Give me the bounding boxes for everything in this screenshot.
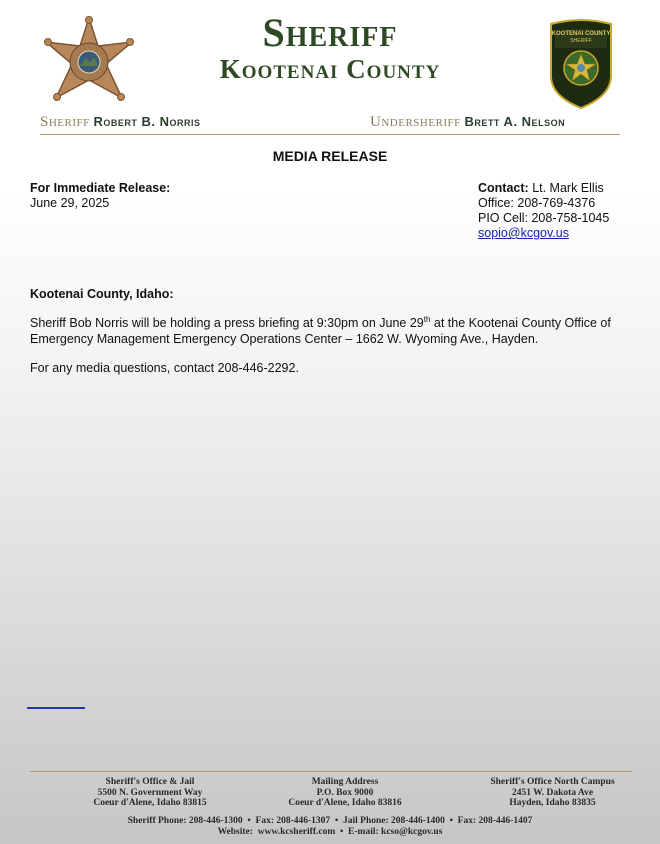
media-questions-paragraph: For any media questions, contact 208-446-2292.	[30, 361, 299, 375]
media-release-heading: MEDIA RELEASE	[272, 148, 388, 164]
paragraph-text-a: Sheriff Bob Norris will be holding a press briefing at 9:30pm on June 29	[30, 316, 424, 330]
footer-col2-line1: P.O. Box 9000	[316, 787, 374, 798]
agency-title: Sheriff	[262, 10, 398, 55]
footer-col1-line2: Coeur d'Alene, Idaho 83815	[93, 798, 207, 808]
footer-col1-line1: 5500 N. Government Way	[97, 787, 203, 798]
sheriff-name: Robert B. Norris	[93, 114, 201, 129]
paragraph-text-b: at the Kootenai County Office of Emergency Management Emergency Operations Center – 1662 W. Wyoming Ave., Hayden.	[30, 316, 611, 346]
sheriff-label: Sheriff	[40, 114, 90, 130]
footer-col3-heading: Sheriff's Office North Campus	[490, 777, 615, 787]
svg-text:KOOTENAI COUNTY: KOOTENAI COUNTY	[551, 31, 611, 37]
footer-col3-line1: 2451 W. Dakota Ave	[511, 787, 594, 798]
contact-email-link[interactable]: sopio@kcgov.us	[478, 226, 569, 240]
footer-col2-heading: Mailing Address	[311, 777, 379, 787]
footer-address-mailing	[260, 777, 430, 809]
footer-phone-line: Sheriff Phone: 208-446-1300 • Fax: 208-446-1307 • Jail Phone: 208-446-1400 • Fax: 208-446-1407	[127, 816, 533, 826]
footer-col3-line2: Hayden, Idaho 83835	[509, 798, 596, 808]
ordinal-suffix: th	[423, 314, 431, 324]
footer-address-main	[60, 777, 240, 809]
contact-block	[478, 181, 609, 241]
footer-col2-line2: Coeur d'Alene, Idaho 83816	[288, 798, 402, 808]
svg-text:SHERIFF: SHERIFF	[570, 38, 592, 44]
footer-address-north	[460, 777, 645, 809]
briefing-paragraph	[30, 316, 635, 347]
contact-name: Lt. Mark Ellis	[532, 181, 604, 195]
release-date-block	[30, 181, 170, 211]
contact-label: Contact:	[478, 181, 529, 195]
pio-cell: PIO Cell: 208-758-1045	[478, 211, 610, 225]
sheriff-officer-line	[40, 114, 201, 131]
location-heading: Kootenai County, Idaho:	[30, 287, 174, 301]
agency-subtitle: Kootenai County	[219, 54, 441, 84]
undersheriff-label: Undersheriff	[370, 114, 461, 130]
header-divider	[40, 134, 620, 135]
blue-divider	[27, 707, 85, 709]
footer-web-line: Website: www.kcsheriff.com • E-mail: kcso@kcgov.us	[217, 827, 443, 837]
footer-divider	[30, 771, 632, 772]
release-date: June 29, 2025	[30, 196, 110, 210]
immediate-release-label: For Immediate Release:	[30, 181, 171, 195]
undersheriff-officer-line	[370, 114, 565, 131]
undersheriff-name: Brett A. Nelson	[464, 114, 566, 129]
office-phone: Office: 208-769-4376	[478, 196, 596, 210]
footer-col1-heading: Sheriff's Office & Jail	[105, 777, 195, 787]
